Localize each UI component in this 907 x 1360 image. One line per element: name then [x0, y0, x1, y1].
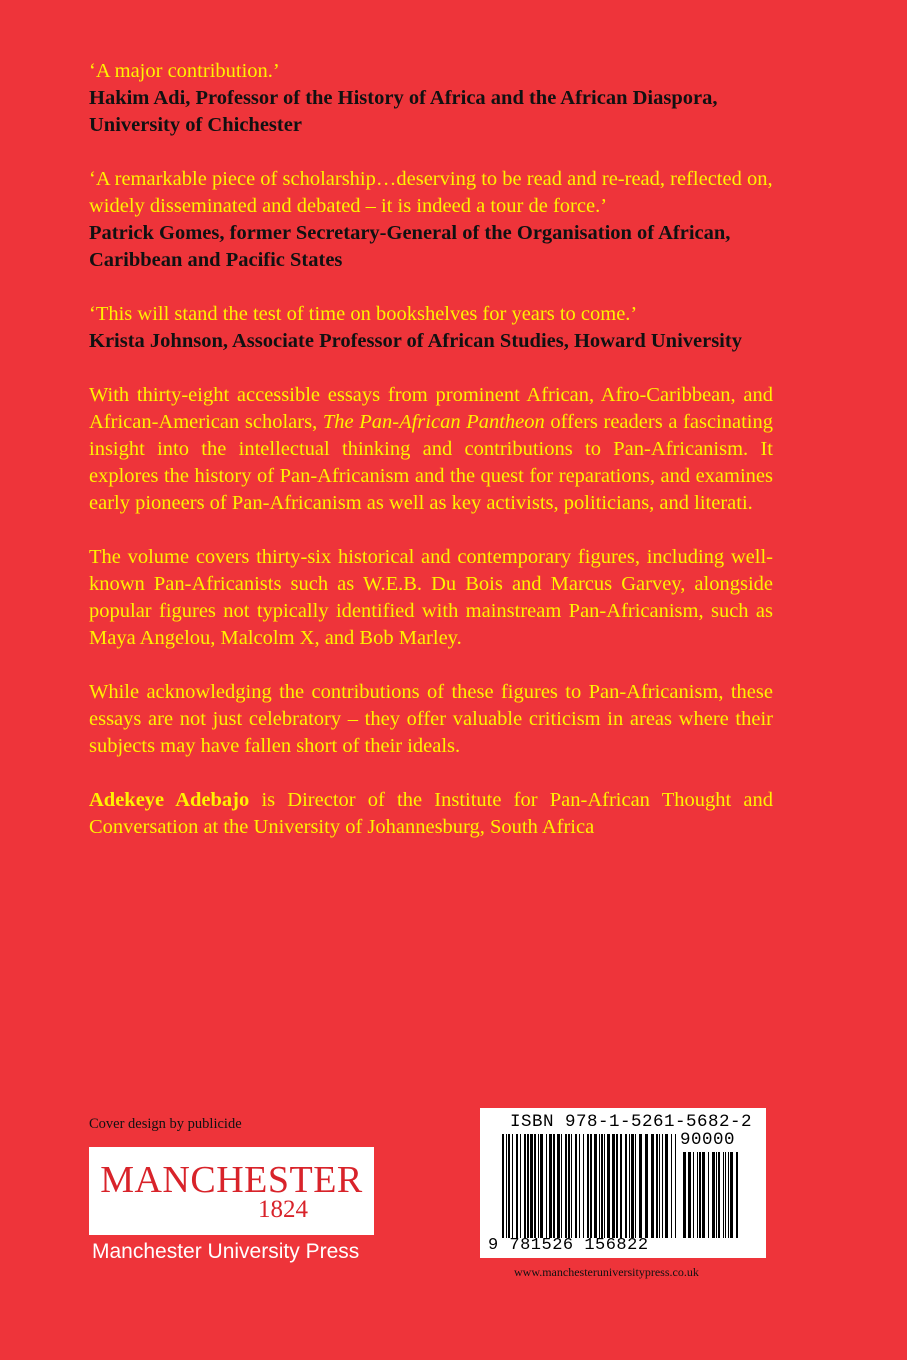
- barcode-bar: [538, 1134, 539, 1238]
- endorsement: [89, 301, 773, 355]
- barcode-number: 9 781526 156822: [488, 1236, 649, 1255]
- book-title: The Pan-African Pantheon: [322, 411, 545, 433]
- barcode-bar: [590, 1134, 592, 1238]
- barcode-bar: [631, 1134, 634, 1238]
- description-paragraph: While acknowledging the contributions of these figures to Pan-Africanism, these essays are not just celebratory – they offer valuable criticism in areas where their subjects may have fallen short of their ideals.: [89, 681, 773, 757]
- endorsement-quote: ‘This will stand the test of time on bookshelves for years to come.’: [89, 303, 638, 325]
- barcode-bar: [604, 1134, 605, 1238]
- description-text: With thirty-eight accessible essays from prominent African, Afro-Caribbean, and African-American scholars,: [89, 384, 773, 433]
- barcode-bar: [516, 1134, 518, 1238]
- barcode-bar: [697, 1152, 698, 1238]
- barcode-bar: [620, 1134, 622, 1238]
- barcode-bar: [594, 1134, 597, 1238]
- endorsement-quote: ‘A remarkable piece of scholarship…deserving to be read and re-read, reflected on, widely disseminated and debated – it is indeed a tour de force.’: [89, 168, 773, 217]
- barcode-bar: [718, 1152, 720, 1238]
- barcode-bars-icon: [502, 1134, 678, 1238]
- barcode-bar: [659, 1134, 660, 1238]
- barcode-bar: [534, 1134, 536, 1238]
- barcode-bar: [599, 1134, 600, 1238]
- logo-wordmark: MANCHESTER: [100, 1159, 363, 1201]
- publisher-logo: [89, 1147, 374, 1235]
- barcode-bar: [587, 1134, 589, 1238]
- barcode-bar: [683, 1152, 686, 1238]
- barcode-bar: [645, 1134, 648, 1238]
- barcode-bar: [736, 1152, 738, 1238]
- barcode-bar: [502, 1134, 504, 1238]
- price-addon-text: 90000: [680, 1130, 736, 1150]
- barcode-bar: [675, 1134, 676, 1238]
- barcode-bar: [716, 1152, 717, 1238]
- barcode-bar: [702, 1152, 705, 1238]
- barcode-bar: [565, 1134, 567, 1238]
- endorsement-quote: ‘A major contribution.’: [89, 60, 280, 82]
- barcode-bar: [671, 1134, 672, 1238]
- barcode-bar: [527, 1134, 529, 1238]
- barcode-bar: [549, 1134, 552, 1238]
- barcode-bar: [723, 1152, 724, 1238]
- description-text: offers readers a fascinating insight into the intellectual thinking and contributions to Pan-Africanism. It explores the history of Pan-Africanism and the quest for reparations, and examines early pioneers of Pan-Africanism as well as key activists, politicians, and literati.: [89, 411, 773, 514]
- barcode-bar: [579, 1134, 580, 1238]
- barcode-bar: [575, 1134, 577, 1238]
- isbn-barcode: [480, 1108, 766, 1258]
- barcode-bar: [601, 1134, 603, 1238]
- barcode-bar: [561, 1134, 562, 1238]
- logo-year: 1824: [258, 1196, 308, 1223]
- barcode-bar: [725, 1152, 726, 1238]
- isbn-text: ISBN 978-1-5261-5682-2: [510, 1112, 753, 1132]
- barcode-bar: [568, 1134, 570, 1238]
- addon-bars-icon: [683, 1152, 743, 1238]
- barcode-bar: [557, 1134, 560, 1238]
- barcode-bar: [583, 1134, 584, 1238]
- barcode-bar: [730, 1152, 733, 1238]
- barcode-bar: [629, 1134, 630, 1238]
- barcode-bar: [639, 1134, 642, 1238]
- description-paragraph: [89, 382, 773, 517]
- barcode-bar: [688, 1152, 691, 1238]
- barcode-bar: [546, 1134, 547, 1238]
- publisher-name: Manchester University Press: [92, 1240, 360, 1263]
- endorsement: [89, 166, 773, 274]
- endorsement-attribution: Hakim Adi, Professor of the History of Africa and the African Diaspora, University of Chichester: [89, 87, 718, 136]
- back-cover-text: [89, 58, 773, 868]
- barcode-bar: [616, 1134, 618, 1238]
- author-bio: [89, 787, 773, 841]
- description-paragraph: The volume covers thirty-six historical and contemporary figures, including well-known Pan-Africanists such as W.E.B. Du Bois and Marcus Garvey, alongside popular figures not typically identified with mainstream Pan-Africanism, such as Maya Angelou, Malcolm X, and Bob Marley.: [89, 546, 773, 649]
- barcode-bar: [699, 1152, 701, 1238]
- barcode-bar: [530, 1134, 533, 1238]
- endorsement: [89, 58, 773, 139]
- barcode-bar: [728, 1152, 729, 1238]
- endorsement-attribution: Krista Johnson, Associate Professor of African Studies, Howard University: [89, 330, 742, 352]
- barcode-bar: [524, 1134, 526, 1238]
- barcode-bar: [651, 1134, 654, 1238]
- barcode-bar: [656, 1134, 658, 1238]
- barcode-bar: [553, 1134, 555, 1238]
- publisher-website: www.manchesteruniversitypress.co.uk: [514, 1265, 699, 1279]
- barcode-bar: [512, 1134, 513, 1238]
- barcode-bar: [665, 1134, 668, 1238]
- barcode-bar: [506, 1134, 507, 1238]
- barcode-bar: [607, 1134, 610, 1238]
- author-name: Adekeye Adebajo: [89, 789, 250, 811]
- cover-credit: Cover design by publicide: [89, 1116, 242, 1132]
- barcode-bar: [612, 1134, 615, 1238]
- endorsement-attribution: Patrick Gomes, former Secretary-General of the Organisation of African, Caribbean and Pacific States: [89, 222, 731, 271]
- barcode-bar: [508, 1134, 510, 1238]
- barcode-bar: [712, 1152, 715, 1238]
- barcode-bar: [520, 1134, 521, 1238]
- barcode-bar: [571, 1134, 572, 1238]
- author-bio-text: is Director of the Institute for Pan-African Thought and Conversation at the University of Johannesburg, South Africa: [89, 789, 773, 838]
- barcode-bar: [625, 1134, 627, 1238]
- barcode-bar: [635, 1134, 636, 1238]
- barcode-bar: [708, 1152, 709, 1238]
- barcode-bar: [662, 1134, 663, 1238]
- barcode-bar: [693, 1152, 694, 1238]
- barcode-bar: [540, 1134, 543, 1238]
